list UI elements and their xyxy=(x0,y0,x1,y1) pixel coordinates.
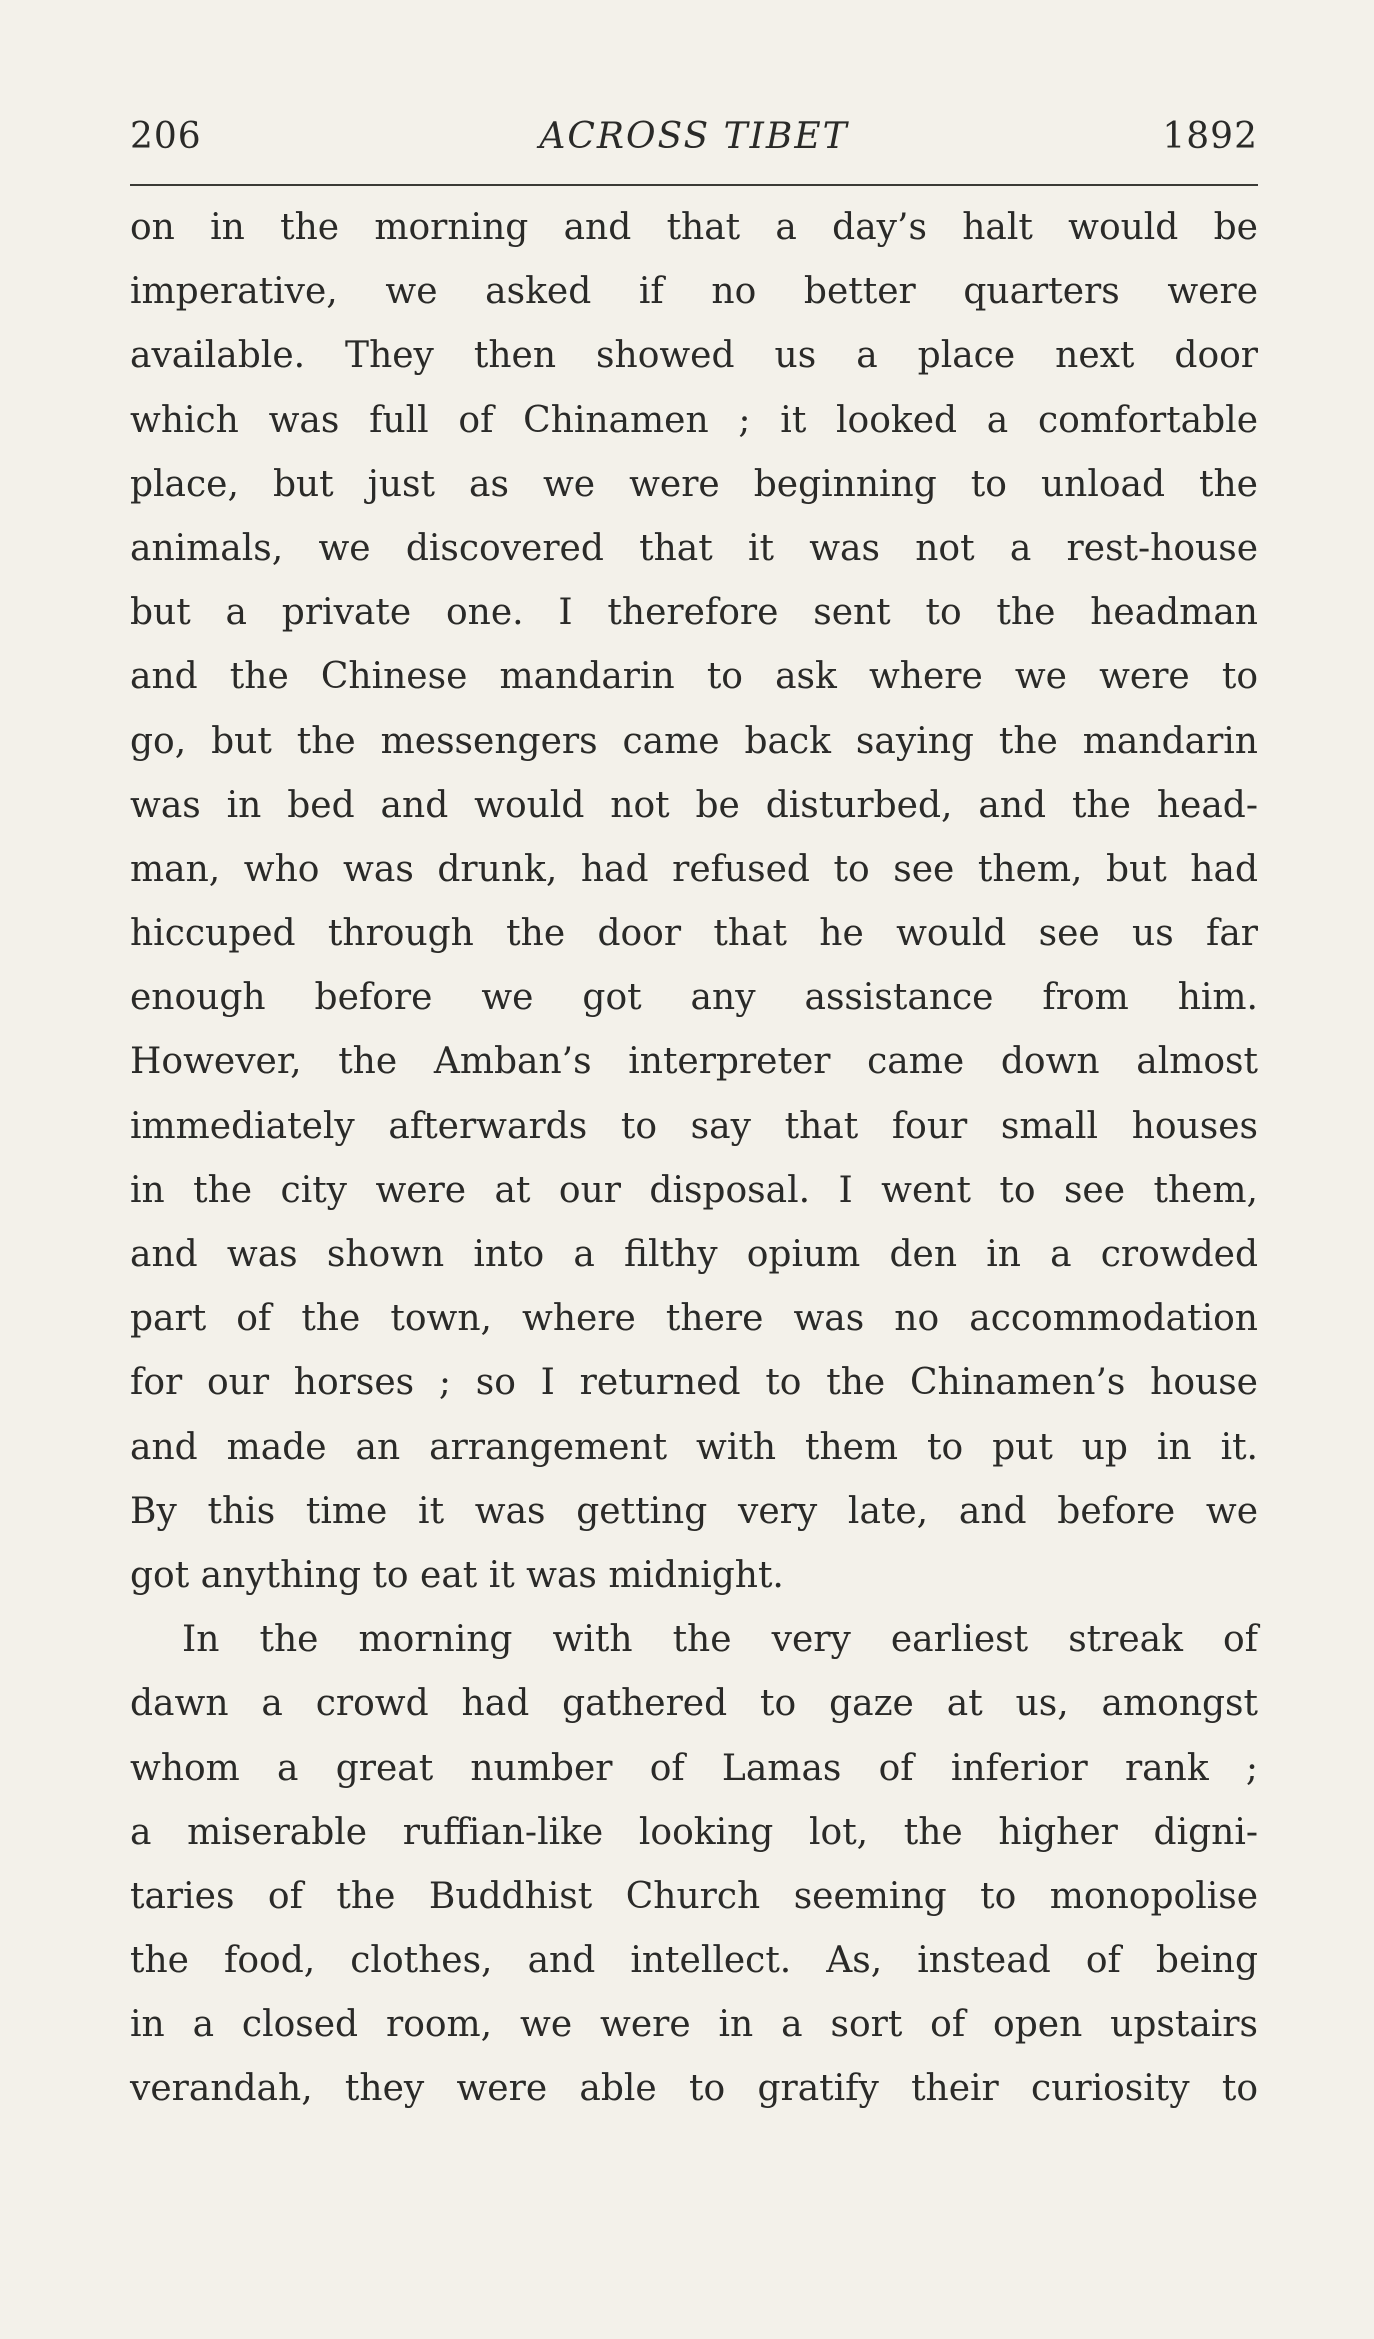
text-line: hiccuped through the door that he would see us far xyxy=(130,913,1258,955)
text-line: However, the Amban’s interpreter came down almost xyxy=(130,1041,1258,1083)
text-line: verandah, they were able to gratify their curiosity to xyxy=(130,2068,1258,2110)
text-line: available. They then showed us a place next door xyxy=(130,335,1258,377)
text-line: enough before we got any assistance from him. xyxy=(130,977,1258,1019)
text-line: was in bed and would not be disturbed, and the head- xyxy=(130,784,1258,826)
text-line: and the Chinese mandarin to ask where we were to xyxy=(130,656,1258,698)
text-line: in a closed room, we were in a sort of open upstairs xyxy=(130,2004,1258,2046)
running-head xyxy=(130,112,1258,162)
text-line: a miserable ruffian-like looking lot, the higher digni- xyxy=(130,1811,1258,1853)
text-line: dawn a crowd had gathered to gaze at us, amongst xyxy=(130,1683,1258,1725)
page-number: 206 xyxy=(130,116,202,157)
text-line: on in the morning and that a day’s halt would be xyxy=(130,207,1258,248)
text-line: whom a great number of Lamas of inferior rank ; xyxy=(130,1747,1258,1789)
text-line: part of the town, where there was no accommodation xyxy=(130,1298,1258,1340)
header-rule xyxy=(130,184,1258,186)
text-line: the food, clothes, and intellect. As, instead of being xyxy=(130,1940,1258,1982)
text-line: got anything to eat it was midnight. xyxy=(130,1554,784,1596)
text-line: taries of the Buddhist Church seeming to monopolise xyxy=(130,1875,1258,1917)
year: 1892 xyxy=(1162,116,1258,157)
body-text xyxy=(130,196,1258,2122)
text-line: imperative, we asked if no better quarters were xyxy=(130,271,1258,313)
text-line: and made an arrangement with them to put up in it. xyxy=(130,1426,1258,1468)
text-line: go, but the messengers came back saying the mandarin xyxy=(130,720,1258,762)
book-title: ACROSS TIBET xyxy=(539,116,849,157)
text-line: in the city were at our disposal. I went to see them, xyxy=(130,1169,1258,1211)
text-line: for our horses ; so I returned to the Chinamen’s house xyxy=(130,1362,1258,1404)
text-line: By this time it was getting very late, and before we xyxy=(130,1490,1258,1532)
text-line: immediately afterwards to say that four small houses xyxy=(130,1105,1258,1147)
text-line: place, but just as we were beginning to unload the xyxy=(130,463,1258,505)
text-line: but a private one. I therefore sent to the headman xyxy=(130,592,1258,634)
text-line: animals, we discovered that it was not a rest-house xyxy=(130,527,1258,569)
text-line: and was shown into a filthy opium den in a crowded xyxy=(130,1234,1258,1275)
text-line: man, who was drunk, had refused to see them, but had xyxy=(130,848,1258,890)
text-line: which was full of Chinamen ; it looked a comfortable xyxy=(130,399,1258,441)
text-line: In the morning with the very earliest streak of xyxy=(182,1619,1258,1661)
